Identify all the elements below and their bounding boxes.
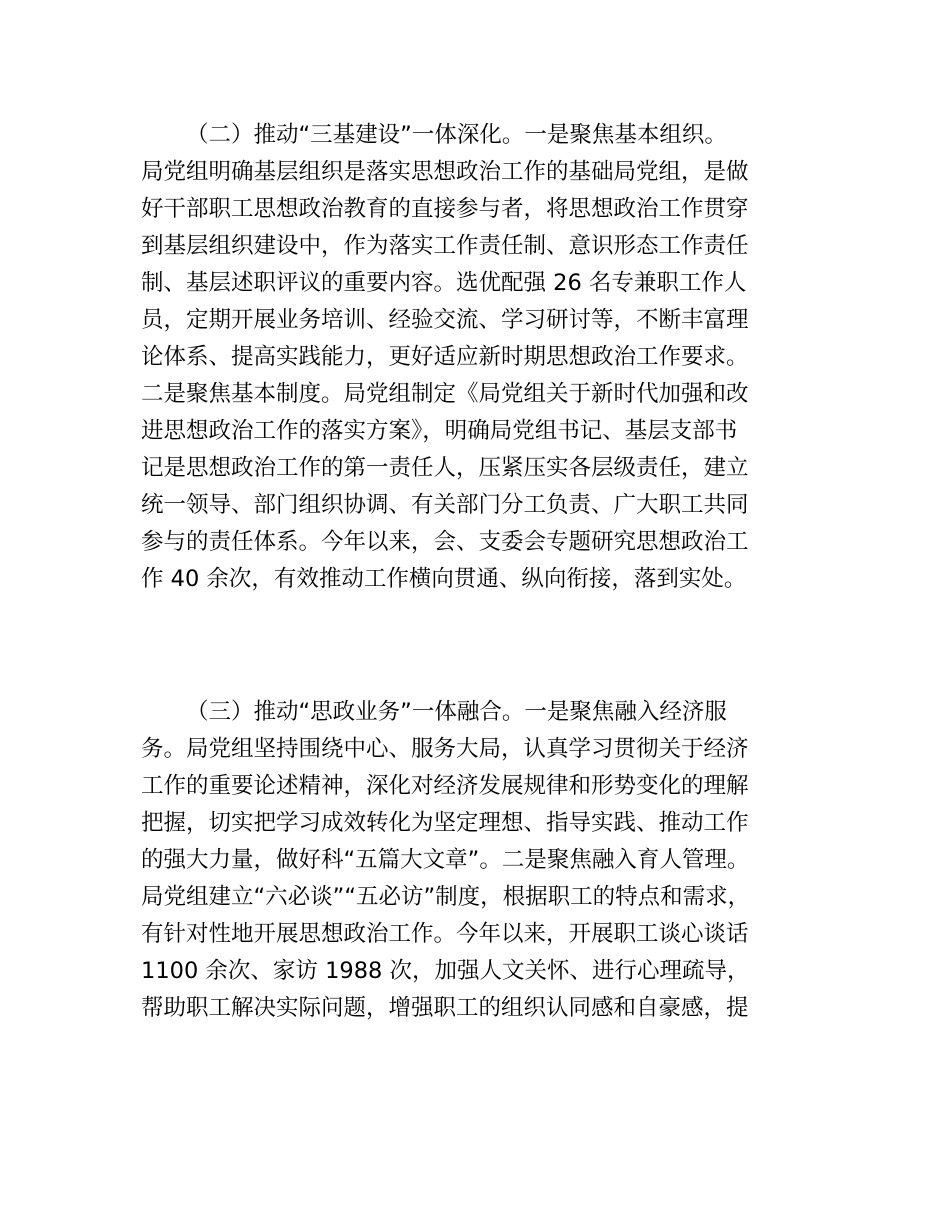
text-line: 进思想政治工作的落实方案》，明确局党组书记、基层支部书: [141, 418, 738, 444]
text-line: 把握，切实把学习成效转化为坚定理想、指导实践、推动工作: [141, 810, 749, 836]
text-line: 有针对性地开展思想政治工作。今年以来，开展职工谈心谈话: [141, 921, 749, 947]
text-line: 局党组明确基层组织是落实思想政治工作的基础局党组，是做: [141, 159, 749, 185]
text-line: 论体系、提高实践能力，更好适应新时期思想政治工作要求。: [141, 344, 749, 370]
text-line: 帮助职工解决实际问题，增强职工的组织认同感和自豪感，提: [141, 995, 749, 1021]
text-line: 的强大力量，做好科“五篇大文章”。二是聚焦融入育人管理。: [141, 847, 750, 873]
text-line: （三）推动“思政业务”一体融合。一是聚焦融入经济服: [186, 699, 727, 725]
text-line: 务。局党组坚持围绕中心、服务大局，认真学习贯彻关于经济: [141, 736, 749, 762]
text-line: 统一领导、部门组织协调、有关部门分工负责、广大职工共同: [141, 492, 749, 518]
text-line: 记是思想政治工作的第一责任人，压紧压实各层级责任，建立: [141, 455, 749, 481]
text-line: 工作的重要论述精神，深化对经济发展规律和形势变化的理解: [141, 773, 749, 799]
paragraph-three-foundations: [141, 117, 841, 598]
text-line: 制、基层述职评议的重要内容。选优配强 26 名专兼职工作人: [141, 270, 747, 296]
text-line: 好干部职工思想政治教育的直接参与者，将思想政治工作贯穿: [141, 196, 749, 222]
text-line: 参与的责任体系。今年以来，会、支委会专题研究思想政治工: [141, 529, 749, 555]
text-line: 二是聚焦基本制度。局党组制定《局党组关于新时代加强和改: [141, 381, 749, 407]
paragraph-political-business-integration: [141, 694, 841, 1027]
text-line: 到基层组织建设中，作为落实工作责任制、意识形态工作责任: [141, 233, 749, 259]
text-line: 员，定期开展业务培训、经验交流、学习研讨等，不断丰富理: [141, 307, 749, 333]
text-line: 1100 余次、家访 1988 次，加强人文关怀、进行心理疏导，: [141, 958, 750, 984]
text-line: 局党组建立“六必谈”“五必访”制度，根据职工的特点和需求，: [141, 884, 751, 910]
text-line: 作 40 余次，有效推动工作横向贯通、纵向衔接，落到实处。: [141, 566, 747, 592]
text-line: （二）推动“三基建设”一体深化。一是聚焦基本组织。: [186, 122, 727, 148]
